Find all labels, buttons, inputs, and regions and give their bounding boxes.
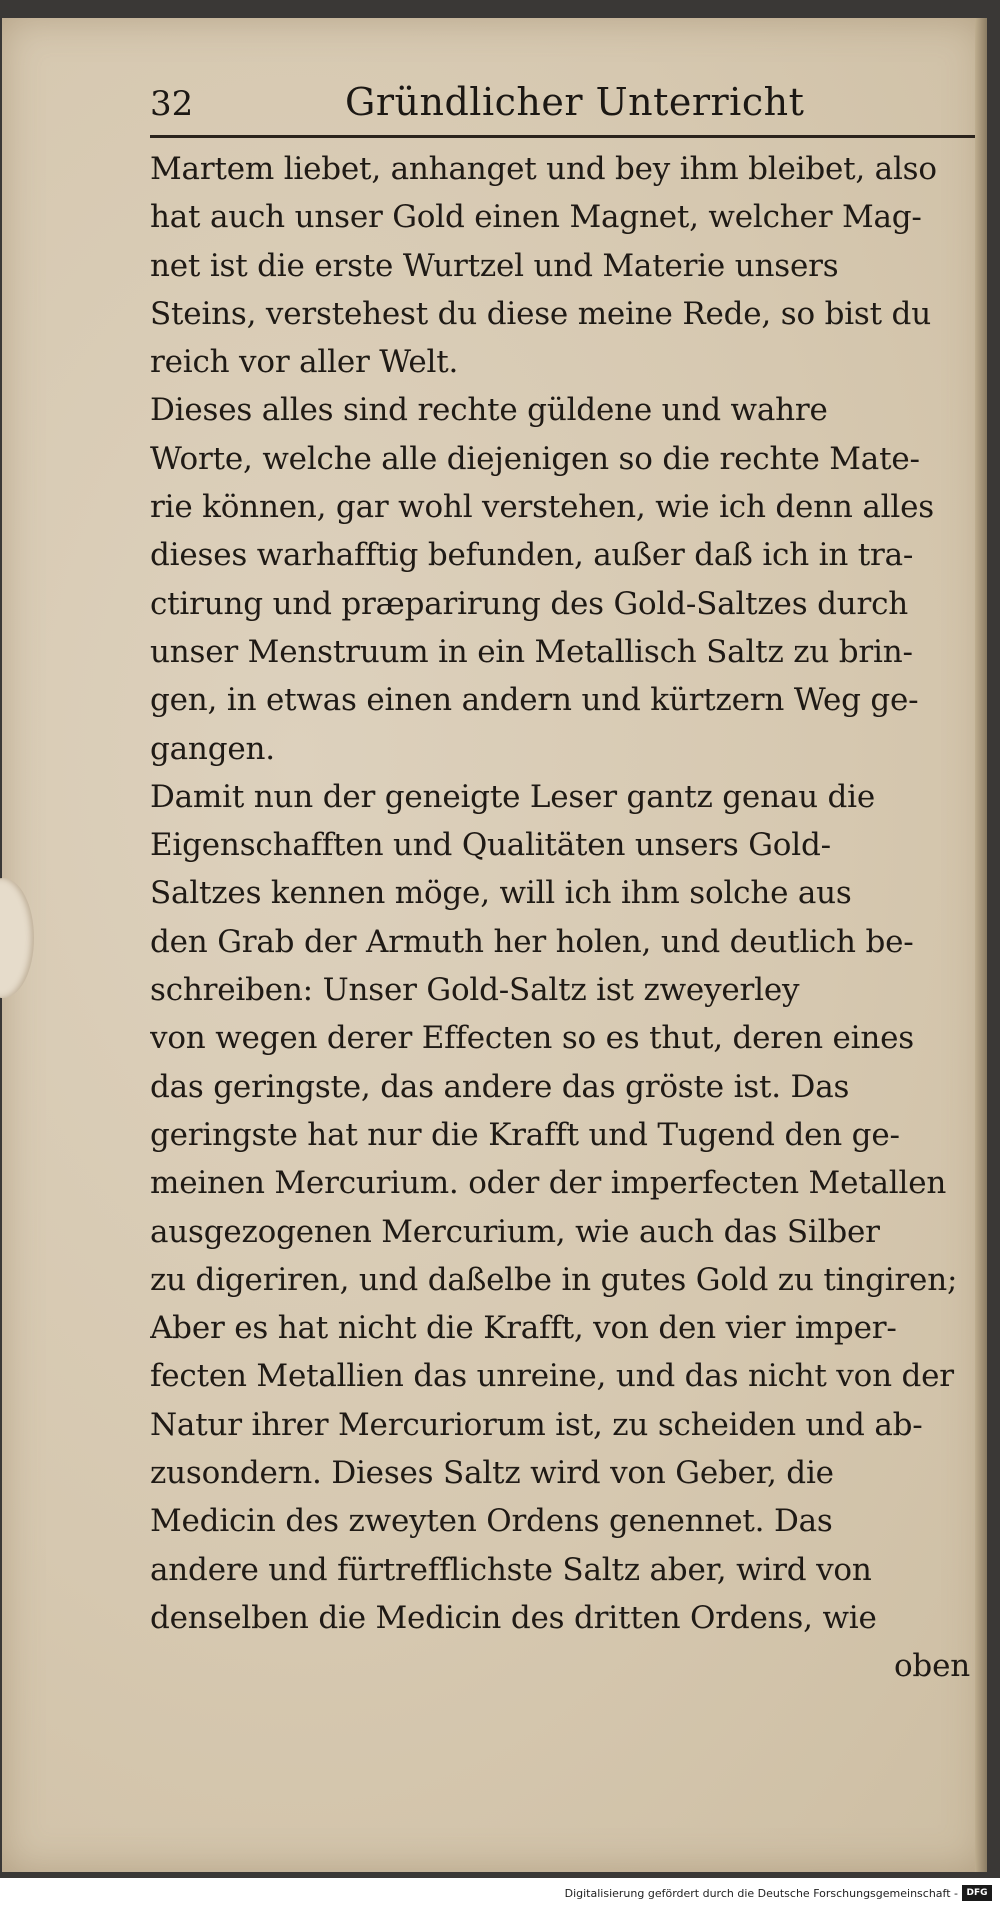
text-line: Saltzes kennen möge, will ich ihm solche aus — [150, 875, 852, 912]
text-line: Aber es hat nicht die Krafft, von den vier imper- — [150, 1310, 897, 1347]
text-line: Damit nun der geneigte Leser gantz genau die — [150, 778, 876, 815]
text-line: denselben die Medicin des dritten Ordens, wie — [150, 1599, 877, 1636]
text-line: reich vor aller Welt. — [150, 344, 459, 381]
text-line: Medicin des zweyten Ordens genennet. Das — [150, 1503, 833, 1540]
header-rule — [150, 135, 975, 138]
text-line: Martem liebet, anhanget und bey ihm bleibet, also — [150, 151, 937, 187]
text-line: hat auch unser Gold einen Magnet, welcher Mag- — [150, 199, 922, 236]
text-line: unser Menstruum in ein Metallisch Saltz zu brin- — [150, 633, 913, 670]
text-line: den Grab der Armuth her holen, und deutlich be- — [150, 923, 914, 960]
text-line: ausgezogenen Mercurium, wie auch das Silber — [150, 1213, 880, 1250]
text-line: meinen Mercurium. oder der imperfecten Metallen — [150, 1165, 947, 1202]
text-line: rie können, gar wohl verstehen, wie ich denn alles — [150, 489, 934, 526]
text-line: zusondern. Dieses Saltz wird von Geber, die — [150, 1455, 834, 1492]
text-line: net ist die erste Wurtzel und Materie unsers — [150, 247, 839, 284]
funding-credit: Digitalisierung gefördert durch die Deutsche Forschungsgemeinschaft - — [564, 1887, 958, 1900]
text-line: andere und fürtrefflichste Saltz aber, wird von — [150, 1551, 872, 1588]
page-number: 32 — [150, 84, 194, 124]
dfg-logo: DFG — [962, 1885, 992, 1901]
text-line: Dieses alles sind rechte güldene und wahre — [150, 392, 828, 429]
running-title: Gründlicher Unterricht — [345, 80, 805, 124]
text-line: fecten Metallien das unreine, und das nicht von der — [150, 1358, 954, 1395]
text-line: geringste hat nur die Krafft und Tugend den ge- — [150, 1116, 900, 1153]
body-text — [150, 145, 980, 1691]
text-line: das geringste, das andere das gröste ist. Das — [150, 1068, 850, 1105]
digitization-footer — [0, 1878, 1000, 1909]
page-notch — [0, 878, 34, 998]
text-line: von wegen derer Effecten so es thut, deren eines — [150, 1020, 914, 1057]
text-line: Natur ihrer Mercuriorum ist, zu scheiden und ab- — [150, 1406, 923, 1443]
text-line: dieses warhafftig befunden, außer daß ich in tra- — [150, 537, 914, 574]
catchword: oben — [893, 1648, 970, 1685]
text-line: ctirung und præparirung des Gold-Saltzes durch — [150, 585, 909, 622]
text-line: Worte, welche alle diejenigen so die rechte Mate- — [150, 440, 920, 477]
page-header — [150, 80, 980, 140]
text-line: gangen. — [150, 730, 275, 767]
text-line: Steins, verstehest du diese meine Rede, so bist du — [150, 295, 931, 332]
text-line: schreiben: Unser Gold-Saltz ist zweyerley — [150, 972, 800, 1009]
text-line: Eigenschafften und Qualitäten unsers Gold- — [150, 827, 831, 864]
text-line: zu digeriren, und daßelbe in gutes Gold zu tingiren; — [150, 1261, 958, 1298]
text-line: gen, in etwas einen andern und kürtzern Weg ge- — [150, 682, 919, 719]
